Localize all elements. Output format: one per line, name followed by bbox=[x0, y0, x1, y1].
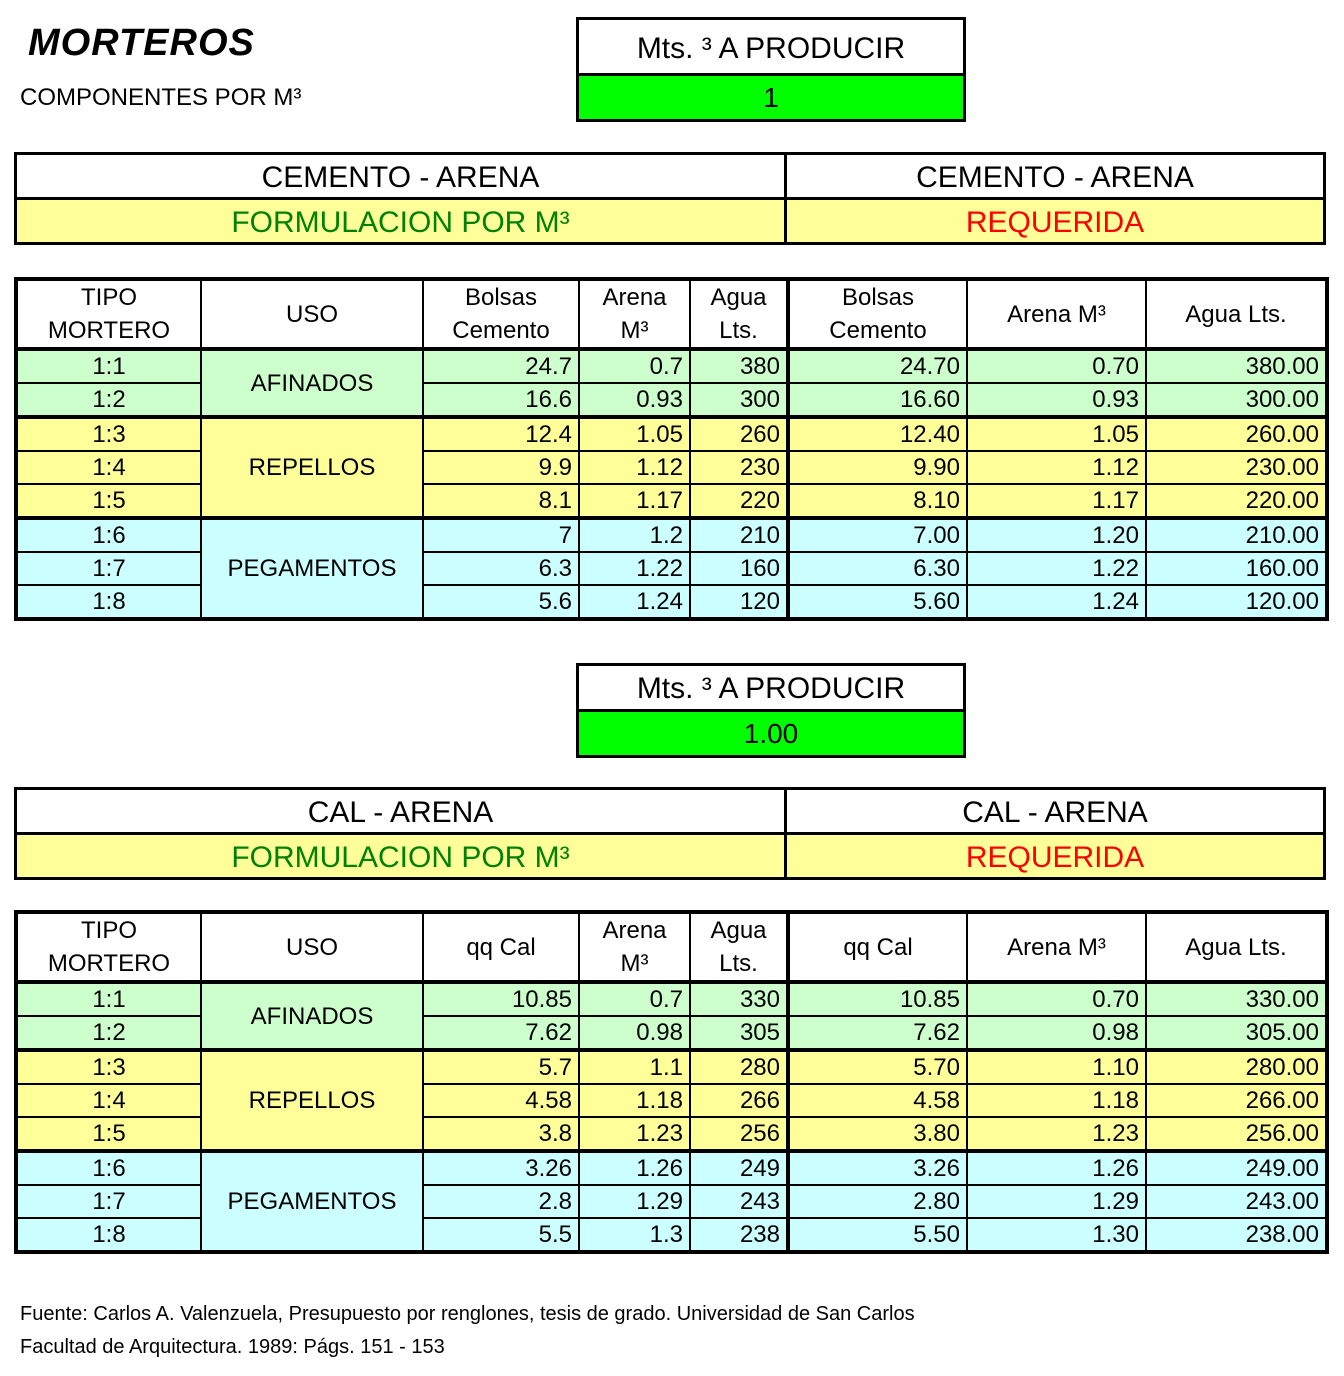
formula-cell[interactable]: 9.9 bbox=[423, 451, 579, 484]
page-subtitle: COMPONENTES POR M³ bbox=[20, 84, 302, 111]
formula-cell[interactable]: 230 bbox=[690, 451, 788, 484]
formula-cell[interactable]: 1.12 bbox=[579, 451, 690, 484]
column-header: USO bbox=[201, 912, 423, 982]
uso-cell: REPELLOS bbox=[201, 417, 423, 518]
formula-cell[interactable]: 1.3 bbox=[579, 1218, 690, 1252]
required-cell: 300.00 bbox=[1146, 383, 1327, 417]
right-title: CEMENTO - ARENA bbox=[787, 155, 1323, 200]
required-cell: 305.00 bbox=[1146, 1016, 1327, 1050]
required-cell: 1.29 bbox=[967, 1185, 1146, 1218]
tipo-cell: 1:7 bbox=[16, 1185, 201, 1218]
column-header: qq Cal bbox=[788, 912, 967, 982]
right-subtitle: REQUERIDA bbox=[787, 835, 1323, 877]
formula-cell[interactable]: 260 bbox=[690, 417, 788, 451]
required-cell: 1.30 bbox=[967, 1218, 1146, 1252]
formula-cell[interactable]: 3.8 bbox=[423, 1117, 579, 1151]
formula-cell[interactable]: 5.7 bbox=[423, 1050, 579, 1084]
required-cell: 238.00 bbox=[1146, 1218, 1327, 1252]
column-header: Agua Lts. bbox=[690, 279, 788, 349]
produce-input[interactable]: 1 bbox=[579, 76, 963, 119]
column-header: Arena M³ bbox=[579, 912, 690, 982]
formula-cell[interactable]: 1.29 bbox=[579, 1185, 690, 1218]
formula-cell[interactable]: 330 bbox=[690, 982, 788, 1016]
uso-cell: REPELLOS bbox=[201, 1050, 423, 1151]
cemento-arena-table bbox=[14, 277, 1329, 621]
required-cell: 24.70 bbox=[788, 349, 967, 383]
formula-cell[interactable]: 1.18 bbox=[579, 1084, 690, 1117]
footer-source: Fuente: Carlos A. Valenzuela, Presupuesto por renglones, tesis de grado. Universidad de San Carlos bbox=[20, 1303, 915, 1325]
table-row bbox=[16, 982, 1327, 1016]
required-cell: 10.85 bbox=[788, 982, 967, 1016]
table-row bbox=[16, 1151, 1327, 1185]
left-subtitle: FORMULACION POR M³ bbox=[17, 835, 787, 877]
required-cell: 1.05 bbox=[967, 417, 1146, 451]
formula-cell[interactable]: 280 bbox=[690, 1050, 788, 1084]
required-cell: 280.00 bbox=[1146, 1050, 1327, 1084]
formula-cell[interactable]: 380 bbox=[690, 349, 788, 383]
column-header: Arena M³ bbox=[579, 279, 690, 349]
formula-cell[interactable]: 160 bbox=[690, 552, 788, 585]
required-cell: 120.00 bbox=[1146, 585, 1327, 619]
required-cell: 1.20 bbox=[967, 518, 1146, 552]
tipo-cell: 1:8 bbox=[16, 1218, 201, 1252]
required-cell: 8.10 bbox=[788, 484, 967, 518]
required-cell: 16.60 bbox=[788, 383, 967, 417]
formula-cell[interactable]: 6.3 bbox=[423, 552, 579, 585]
section-header-cemento bbox=[14, 152, 1326, 245]
formula-cell[interactable]: 243 bbox=[690, 1185, 788, 1218]
required-cell: 7.62 bbox=[788, 1016, 967, 1050]
formula-cell[interactable]: 266 bbox=[690, 1084, 788, 1117]
footer-source-2: Facultad de Arquitectura. 1989: Págs. 151 - 153 bbox=[20, 1336, 445, 1358]
formula-cell[interactable]: 249 bbox=[690, 1151, 788, 1185]
required-cell: 249.00 bbox=[1146, 1151, 1327, 1185]
header-row bbox=[16, 279, 1327, 349]
required-cell: 1.22 bbox=[967, 552, 1146, 585]
tipo-cell: 1:8 bbox=[16, 585, 201, 619]
formula-cell[interactable]: 5.6 bbox=[423, 585, 579, 619]
formula-cell[interactable]: 12.4 bbox=[423, 417, 579, 451]
tipo-cell: 1:1 bbox=[16, 349, 201, 383]
formula-cell[interactable]: 210 bbox=[690, 518, 788, 552]
formula-cell[interactable]: 1.26 bbox=[579, 1151, 690, 1185]
table-row bbox=[16, 1050, 1327, 1084]
header-row bbox=[16, 912, 1327, 982]
formula-cell[interactable]: 7 bbox=[423, 518, 579, 552]
required-cell: 1.24 bbox=[967, 585, 1146, 619]
required-cell: 260.00 bbox=[1146, 417, 1327, 451]
required-cell: 380.00 bbox=[1146, 349, 1327, 383]
required-cell: 1.17 bbox=[967, 484, 1146, 518]
required-cell: 0.93 bbox=[967, 383, 1146, 417]
required-cell: 6.30 bbox=[788, 552, 967, 585]
tipo-cell: 1:4 bbox=[16, 1084, 201, 1117]
required-cell: 243.00 bbox=[1146, 1185, 1327, 1218]
formula-cell[interactable]: 1.05 bbox=[579, 417, 690, 451]
required-cell: 3.80 bbox=[788, 1117, 967, 1151]
page-title: MORTEROS bbox=[28, 22, 255, 64]
formula-cell[interactable]: 300 bbox=[690, 383, 788, 417]
column-header: Agua Lts. bbox=[1146, 279, 1327, 349]
column-header: Bolsas Cemento bbox=[788, 279, 967, 349]
formula-cell[interactable]: 256 bbox=[690, 1117, 788, 1151]
required-cell: 2.80 bbox=[788, 1185, 967, 1218]
column-header: qq Cal bbox=[423, 912, 579, 982]
required-cell: 4.58 bbox=[788, 1084, 967, 1117]
tipo-cell: 1:2 bbox=[16, 1016, 201, 1050]
tipo-cell: 1:6 bbox=[16, 518, 201, 552]
tipo-cell: 1:6 bbox=[16, 1151, 201, 1185]
formula-cell[interactable]: 305 bbox=[690, 1016, 788, 1050]
required-cell: 330.00 bbox=[1146, 982, 1327, 1016]
formula-cell[interactable]: 220 bbox=[690, 484, 788, 518]
produce-input[interactable]: 1.00 bbox=[579, 712, 963, 755]
column-header: USO bbox=[201, 279, 423, 349]
required-cell: 5.60 bbox=[788, 585, 967, 619]
left-subtitle: FORMULACION POR M³ bbox=[17, 200, 787, 242]
formula-cell[interactable]: 1.23 bbox=[579, 1117, 690, 1151]
formula-cell[interactable]: 0.98 bbox=[579, 1016, 690, 1050]
column-header: TIPO MORTERO bbox=[16, 912, 201, 982]
required-cell: 0.98 bbox=[967, 1016, 1146, 1050]
column-header: Arena M³ bbox=[967, 912, 1146, 982]
formula-cell[interactable]: 238 bbox=[690, 1218, 788, 1252]
formula-cell[interactable]: 1.22 bbox=[579, 552, 690, 585]
formula-cell[interactable]: 3.26 bbox=[423, 1151, 579, 1185]
formula-cell[interactable]: 24.7 bbox=[423, 349, 579, 383]
uso-cell: PEGAMENTOS bbox=[201, 1151, 423, 1252]
cal-arena-table bbox=[14, 910, 1329, 1254]
column-header: Bolsas Cemento bbox=[423, 279, 579, 349]
left-title: CEMENTO - ARENA bbox=[17, 155, 787, 200]
tipo-cell: 1:2 bbox=[16, 383, 201, 417]
required-cell: 0.70 bbox=[967, 982, 1146, 1016]
required-cell: 230.00 bbox=[1146, 451, 1327, 484]
uso-cell: AFINADOS bbox=[201, 982, 423, 1050]
required-cell: 0.70 bbox=[967, 349, 1146, 383]
formula-cell[interactable]: 7.62 bbox=[423, 1016, 579, 1050]
required-cell: 7.00 bbox=[788, 518, 967, 552]
required-cell: 12.40 bbox=[788, 417, 967, 451]
column-header: Arena M³ bbox=[967, 279, 1146, 349]
table-row bbox=[16, 518, 1327, 552]
section-header-cal bbox=[14, 787, 1326, 880]
tipo-cell: 1:5 bbox=[16, 1117, 201, 1151]
formula-cell[interactable]: 4.58 bbox=[423, 1084, 579, 1117]
required-cell: 1.10 bbox=[967, 1050, 1146, 1084]
formula-cell[interactable]: 120 bbox=[690, 585, 788, 619]
required-cell: 220.00 bbox=[1146, 484, 1327, 518]
required-cell: 9.90 bbox=[788, 451, 967, 484]
formula-cell[interactable]: 0.7 bbox=[579, 982, 690, 1016]
column-header: Agua Lts. bbox=[690, 912, 788, 982]
produce-box-1 bbox=[576, 17, 966, 122]
required-cell: 5.50 bbox=[788, 1218, 967, 1252]
produce-label: Mts. ³ A PRODUCIR bbox=[579, 666, 963, 712]
tipo-cell: 1:4 bbox=[16, 451, 201, 484]
produce-box-2 bbox=[576, 663, 966, 758]
required-cell: 160.00 bbox=[1146, 552, 1327, 585]
required-cell: 266.00 bbox=[1146, 1084, 1327, 1117]
formula-cell[interactable]: 1.24 bbox=[579, 585, 690, 619]
required-cell: 1.23 bbox=[967, 1117, 1146, 1151]
required-cell: 5.70 bbox=[788, 1050, 967, 1084]
formula-cell[interactable]: 5.5 bbox=[423, 1218, 579, 1252]
tipo-cell: 1:3 bbox=[16, 1050, 201, 1084]
tipo-cell: 1:5 bbox=[16, 484, 201, 518]
formula-cell[interactable]: 1.17 bbox=[579, 484, 690, 518]
formula-cell[interactable]: 0.7 bbox=[579, 349, 690, 383]
column-header: Agua Lts. bbox=[1146, 912, 1327, 982]
required-cell: 256.00 bbox=[1146, 1117, 1327, 1151]
table-row bbox=[16, 349, 1327, 383]
formula-cell[interactable]: 1.2 bbox=[579, 518, 690, 552]
required-cell: 3.26 bbox=[788, 1151, 967, 1185]
required-cell: 1.26 bbox=[967, 1151, 1146, 1185]
formula-cell[interactable]: 10.85 bbox=[423, 982, 579, 1016]
right-subtitle: REQUERIDA bbox=[787, 200, 1323, 242]
formula-cell[interactable]: 2.8 bbox=[423, 1185, 579, 1218]
formula-cell[interactable]: 16.6 bbox=[423, 383, 579, 417]
produce-label: Mts. ³ A PRODUCIR bbox=[579, 20, 963, 76]
required-cell: 210.00 bbox=[1146, 518, 1327, 552]
right-title: CAL - ARENA bbox=[787, 790, 1323, 835]
left-title: CAL - ARENA bbox=[17, 790, 787, 835]
tipo-cell: 1:1 bbox=[16, 982, 201, 1016]
formula-cell[interactable]: 1.1 bbox=[579, 1050, 690, 1084]
required-cell: 1.12 bbox=[967, 451, 1146, 484]
table-row bbox=[16, 417, 1327, 451]
tipo-cell: 1:7 bbox=[16, 552, 201, 585]
uso-cell: AFINADOS bbox=[201, 349, 423, 417]
tipo-cell: 1:3 bbox=[16, 417, 201, 451]
uso-cell: PEGAMENTOS bbox=[201, 518, 423, 619]
required-cell: 1.18 bbox=[967, 1084, 1146, 1117]
formula-cell[interactable]: 8.1 bbox=[423, 484, 579, 518]
formula-cell[interactable]: 0.93 bbox=[579, 383, 690, 417]
column-header: TIPO MORTERO bbox=[16, 279, 201, 349]
